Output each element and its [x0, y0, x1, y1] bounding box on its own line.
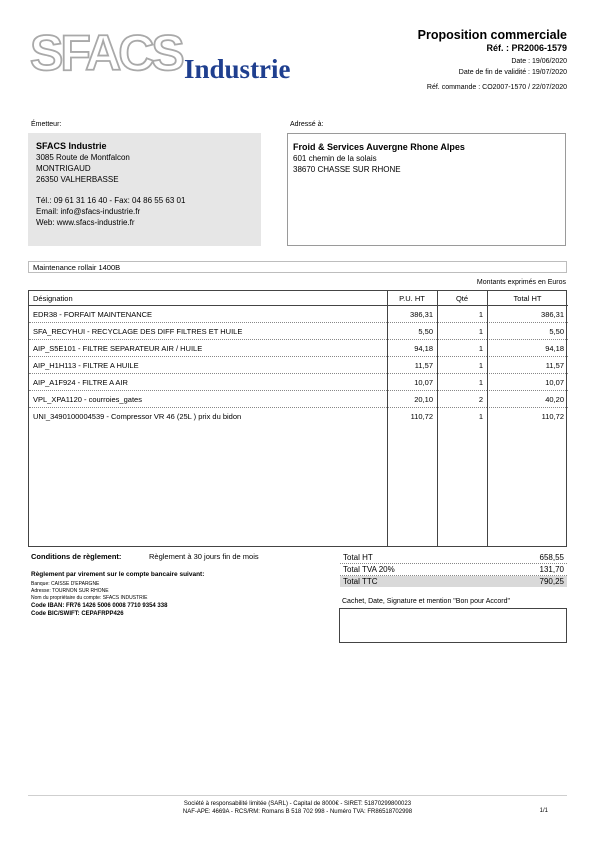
header-designation: Désignation	[29, 291, 387, 306]
row-designation: EDR38 - FORFAIT MAINTENANCE	[29, 306, 387, 323]
column-divider	[387, 291, 388, 546]
logo-suffix: Industrie	[184, 54, 291, 84]
row-qty: 1	[437, 340, 487, 357]
bic-code: Code BIC/SWIFT: CEPAFRPP426	[31, 611, 124, 617]
header-total: Total HT	[487, 291, 568, 306]
header-qty: Qté	[437, 291, 487, 306]
row-total: 5,50	[487, 323, 568, 340]
row-unit-price: 10,07	[387, 374, 437, 391]
issuer-email: Email: info@sfacs-industrie.fr	[36, 207, 141, 216]
issuer-address: 3085 Route de Montfalcon	[36, 153, 130, 162]
addressee-label: Adressé à:	[290, 121, 324, 128]
column-divider	[437, 291, 438, 546]
total-ht-value: 658,55	[539, 553, 564, 562]
document-reference: Réf. : PR2006-1579	[486, 43, 567, 53]
row-unit-price: 20,10	[387, 391, 437, 408]
row-total: 110,72	[541, 411, 564, 421]
row-designation: AIP_H1H113 - FILTRE A HUILE	[29, 357, 387, 374]
row-unit-price: 11,57	[387, 357, 437, 374]
issuer-name: SFACS Industrie	[36, 141, 107, 151]
currency-note: Montants exprimés en Euros	[476, 279, 566, 286]
row-total: 11,57	[487, 357, 568, 374]
row-unit-price: 110,72	[410, 411, 433, 421]
row-qty: 1	[437, 306, 487, 323]
validity-date: Date de fin de validité : 19/07/2020	[458, 69, 567, 76]
row-unit-price: 5,50	[387, 323, 437, 340]
signature-box[interactable]	[339, 608, 567, 643]
row-total: 40,20	[487, 391, 568, 408]
total-ht-label: Total HT	[343, 553, 373, 562]
addressee-address: 601 chemin de la solais	[293, 154, 377, 163]
document-title: Proposition commerciale	[417, 28, 567, 42]
payment-conditions-label: Conditions de règlement:	[31, 552, 122, 561]
issuer-phone: Tél.: 09 61 31 16 40 - Fax: 04 86 55 63 01	[36, 196, 186, 205]
row-designation: SFA_RECYHUI - RECYCLAGE DES DIFF FILTRES ET HUILE	[29, 323, 387, 340]
logo-wordmark: SFACS	[30, 26, 182, 81]
bank-address: Adresse: TOURNON SUR RHONE	[31, 588, 109, 594]
page-number: 1/1	[539, 808, 548, 814]
order-reference: Réf. commande : CO2007-1570 / 22/07/2020	[426, 84, 567, 91]
bank-name: Banque: CAISSE D'EPARGNE	[31, 581, 100, 587]
issuer-city: MONTRIGAUD	[36, 164, 91, 173]
addressee-box	[287, 133, 566, 246]
row-total: 94,18	[487, 340, 568, 357]
row-qty: 1	[478, 411, 483, 421]
row-designation: UNI_3490100004539 - Compressor VR 46 (25L ) prix du bidon	[33, 411, 242, 421]
totals-block	[340, 552, 567, 587]
document-date: Date : 19/06/2020	[511, 58, 567, 65]
row-designation: AIP_A1F924 - FILTRE A AIR	[29, 374, 387, 391]
issuer-box	[28, 133, 261, 246]
company-logo	[28, 26, 318, 86]
footer-legal-line2: NAF-APE: 4669A - RCS/RM: Romans B 518 702 998 - Numéro TVA: FR86518702998	[182, 809, 413, 815]
account-owner: Nom du propriétaire du compte: SFACS INDUSTRIE	[31, 595, 148, 601]
addressee-postal: 38670 CHASSE SUR RHONE	[293, 165, 401, 174]
issuer-postal: 26350 VALHERBASSE	[36, 175, 119, 184]
row-designation: VPL_XPA1120 - courroies_gates	[29, 391, 387, 408]
row-total: 10,07	[487, 374, 568, 391]
payment-conditions-value: Règlement à 30 jours fin de mois	[149, 552, 259, 561]
row-unit-price: 94,18	[387, 340, 437, 357]
total-ttc-label: Total TTC	[343, 577, 378, 586]
header-unit-price: P.U. HT	[387, 291, 437, 306]
issuer-web: Web: www.sfacs-industrie.fr	[36, 218, 135, 227]
row-qty: 1	[437, 323, 487, 340]
total-tva-row	[340, 564, 567, 576]
row-unit-price: 386,31	[387, 306, 437, 323]
payment-section	[31, 552, 321, 618]
issuer-label: Émetteur:	[31, 121, 62, 128]
iban-code: Code IBAN: FR76 1426 5006 0008 7710 9354 338	[31, 603, 168, 609]
total-ttc-value: 790,25	[539, 577, 564, 586]
row-qty: 1	[437, 357, 487, 374]
addressee-name: Froid & Services Auvergne Rhone Alpes	[293, 142, 465, 152]
row-qty: 1	[437, 374, 487, 391]
total-tva-value: 131,70	[539, 565, 564, 574]
items-table	[28, 290, 567, 547]
total-tva-label: Total TVA 20%	[343, 565, 395, 574]
footer	[0, 800, 595, 816]
row-designation: AIP_S5E101 - FILTRE SEPARATEUR AIR / HUILE	[29, 340, 387, 357]
column-divider	[487, 291, 488, 546]
footer-legal-line1: Société à responsabilité limitée (SARL) - Capital de 8000€ - SIRET: 51870299800023	[183, 801, 412, 807]
bank-transfer-title: Règlement par virement sur le compte bancaire suivant:	[31, 571, 205, 578]
total-ttc-row	[340, 576, 567, 587]
row-qty: 2	[437, 391, 487, 408]
row-total: 386,31	[487, 306, 568, 323]
total-ht-row	[340, 552, 567, 564]
footer-divider	[28, 795, 567, 796]
subject-field: Maintenance rollair 1400B	[28, 261, 567, 273]
signature-label: Cachet, Date, Signature et mention "Bon pour Accord"	[342, 598, 511, 605]
